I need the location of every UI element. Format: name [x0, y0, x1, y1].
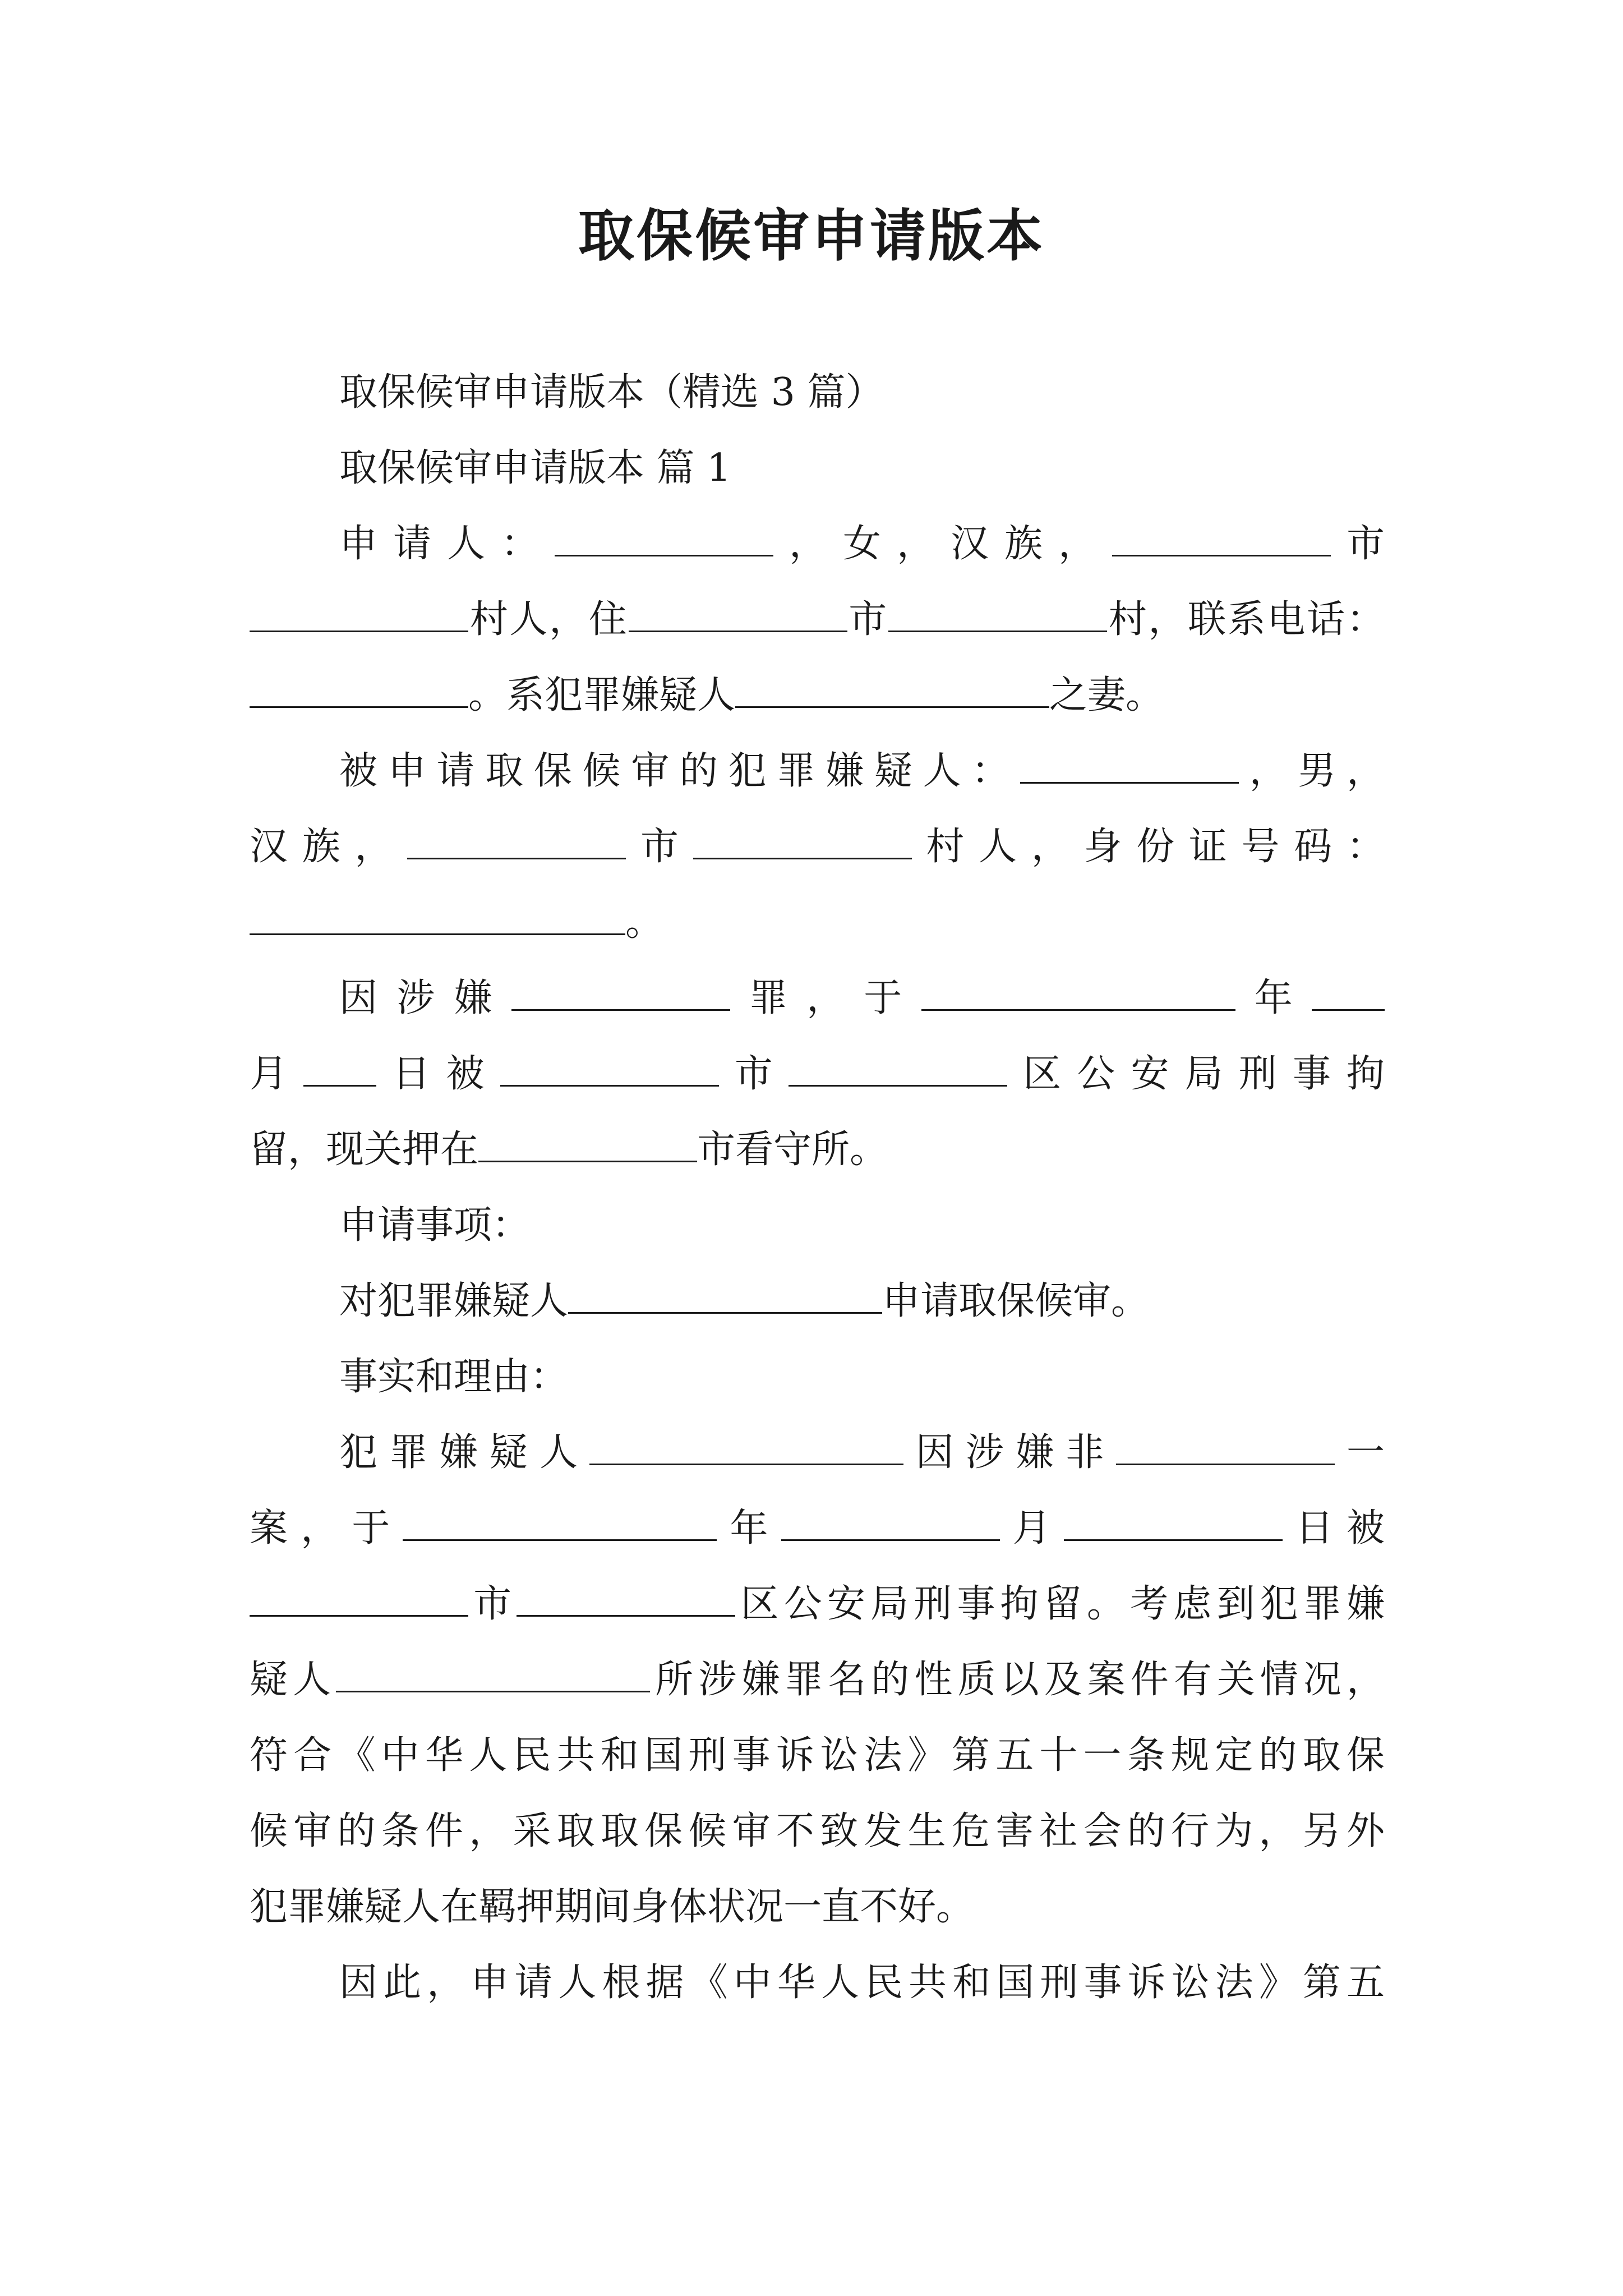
- document-title: 取保候审申请版本: [578, 203, 1045, 269]
- fill-blank[interactable]: [403, 1506, 717, 1541]
- paragraph-line: 市 区公安局刑事拘留。考虑到犯罪嫌: [250, 1576, 1385, 1632]
- paragraph-line: 因涉嫌 罪，于 年: [250, 970, 1385, 1027]
- fill-blank[interactable]: [500, 1051, 719, 1087]
- paragraph-line: 。: [250, 895, 1385, 951]
- section-heading: 申请事项：: [339, 1203, 531, 1248]
- paragraph-line: 犯罪嫌疑人 因涉嫌非 一: [339, 1430, 1385, 1475]
- paragraph-line: 被申请取保候审的犯罪嫌疑人： ，男，: [339, 749, 1385, 793]
- paragraph-line: 候审的条件，采取取保候审不致发生危害社会的行为，另外: [250, 1809, 1385, 1853]
- fill-blank[interactable]: [407, 824, 626, 859]
- fill-blank[interactable]: [693, 824, 912, 859]
- fill-blank[interactable]: [888, 597, 1107, 632]
- paragraph-line: 。系犯罪嫌疑人 之妻。: [250, 668, 1385, 724]
- fill-blank[interactable]: [781, 1506, 1000, 1541]
- fill-blank[interactable]: [250, 597, 468, 632]
- paragraph-line: 案，于 年 月 日被: [250, 1506, 1385, 1550]
- fill-blank[interactable]: [250, 900, 625, 935]
- subtitle-line: 取保候审申请版本（精选 3 篇）: [339, 370, 884, 415]
- paragraph-line: 村人，住 市 村，联系电话：: [250, 592, 1385, 648]
- fill-blank[interactable]: [555, 521, 773, 556]
- fill-blank[interactable]: [1020, 748, 1239, 784]
- paragraph-line: 月 日被 市 区公安局刑事拘: [250, 1052, 1385, 1096]
- paragraph-line: 对犯罪嫌疑人 申请取保候审。: [339, 1279, 1150, 1323]
- fill-blank[interactable]: [517, 1581, 735, 1617]
- fill-blank[interactable]: [735, 673, 1049, 708]
- section-heading: 事实和理由：: [339, 1355, 569, 1399]
- paragraph-line: 因此，申请人根据《中华人民共和国刑事诉讼法》第五: [339, 1961, 1385, 2005]
- paragraph-line: 符合《中华人民共和国刑事诉讼法》第五十一条规定的取保: [250, 1733, 1385, 1778]
- paragraph-line: 犯罪嫌疑人在羁押期间身体状况一直不好。: [250, 1885, 975, 1929]
- fill-blank[interactable]: [303, 1051, 376, 1087]
- fill-blank[interactable]: [511, 976, 730, 1011]
- fill-blank[interactable]: [1064, 1506, 1283, 1541]
- fill-blank[interactable]: [921, 976, 1235, 1011]
- fill-blank[interactable]: [1112, 521, 1331, 556]
- fill-blank[interactable]: [568, 1278, 882, 1314]
- fill-blank[interactable]: [1116, 1430, 1335, 1465]
- fill-blank[interactable]: [250, 673, 468, 708]
- fill-blank[interactable]: [1312, 976, 1385, 1011]
- paragraph-line: 留，现关押在 市看守所。: [250, 1128, 888, 1172]
- paragraph-line: 汉族， 市 村人，身份证号码：: [250, 825, 1385, 869]
- fill-blank[interactable]: [250, 1581, 468, 1617]
- section-heading: 取保候审申请版本 篇 1: [339, 446, 731, 490]
- fill-blank[interactable]: [589, 1430, 903, 1465]
- fill-blank[interactable]: [336, 1657, 650, 1692]
- fill-blank[interactable]: [789, 1051, 1007, 1087]
- fill-blank[interactable]: [629, 597, 847, 632]
- fill-blank[interactable]: [478, 1127, 697, 1162]
- paragraph-line: 疑人 所涉嫌罪名的性质以及案件有关情况，: [250, 1658, 1385, 1702]
- paragraph-line: 申请人： ，女，汉族， 市: [339, 522, 1385, 566]
